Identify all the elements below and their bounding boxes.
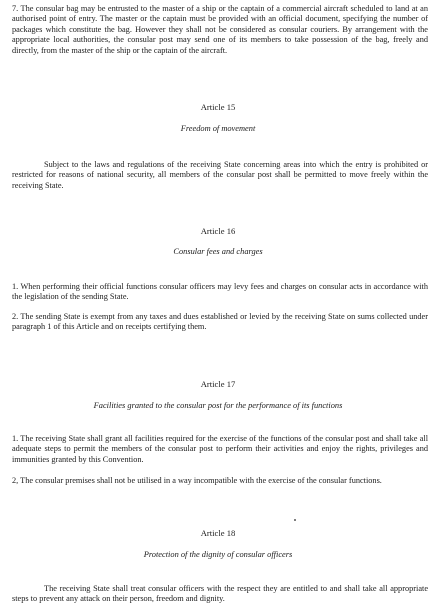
article-15-title: Article 15 bbox=[200, 102, 236, 112]
article-15-subtitle: Freedom of movement bbox=[180, 124, 256, 133]
article-17-title: Article 17 bbox=[200, 379, 236, 389]
article-16-subtitle: Consular fees and charges bbox=[173, 247, 263, 256]
paragraph-7-consular-bag: 7. The consular bag may be entrusted to the master of a ship or the captain of a commercial aircraft scheduled to land at an authorised point of entry. The master or the captain must be provided with an official document, specifying the number of packages which constitute the bag. However they shall not be considered as consular couriers. By arrangement with the appropriate local authorities, the consular post may send one of its members to take possession of the bag, freely and directly, from the master of the ship or the captain of the aircraft. bbox=[12, 4, 428, 55]
scan-speck bbox=[294, 519, 296, 521]
article-18-body: The receiving State shall treat consular officers with the respect they are entitled to and shall take all appropriate steps to prevent any attack on their person, freedom and dignity. bbox=[12, 584, 428, 604]
article-15-body: Subject to the laws and regulations of the receiving State concerning areas into which the entry is prohibited or restricted for reasons of national security, all members of the consular post shall be permitted to move freely within the receiving State. bbox=[12, 160, 428, 190]
article-16-paragraph-1: 1. When performing their official functions consular officers may levy fees and charges on consular acts in accordance with the legislation of the sending State. bbox=[12, 282, 428, 302]
article-17-paragraph-2: 2, The consular premises shall not be utilised in a way incompatible with the exercise of the consular functions. bbox=[12, 476, 382, 485]
article-18-title: Article 18 bbox=[200, 528, 236, 538]
article-18-subtitle: Protection of the dignity of consular officers bbox=[143, 550, 293, 559]
article-17-paragraph-1: 1. The receiving State shall grant all facilities required for the exercise of the functions of the consular post and shall take all adequate steps to permit the members of the consular post to perform their activities and enjoy the rights, privileges and immunities granted by this Convention. bbox=[12, 434, 428, 464]
article-17-subtitle: Facilities granted to the consular post for the performance of its functions bbox=[93, 401, 343, 410]
article-16-paragraph-2: 2. The sending State is exempt from any taxes and dues established or levied by the receiving State on sums collected under paragraph 1 of this Article and on receipts certifying them. bbox=[12, 312, 428, 332]
article-16-title: Article 16 bbox=[200, 226, 236, 236]
